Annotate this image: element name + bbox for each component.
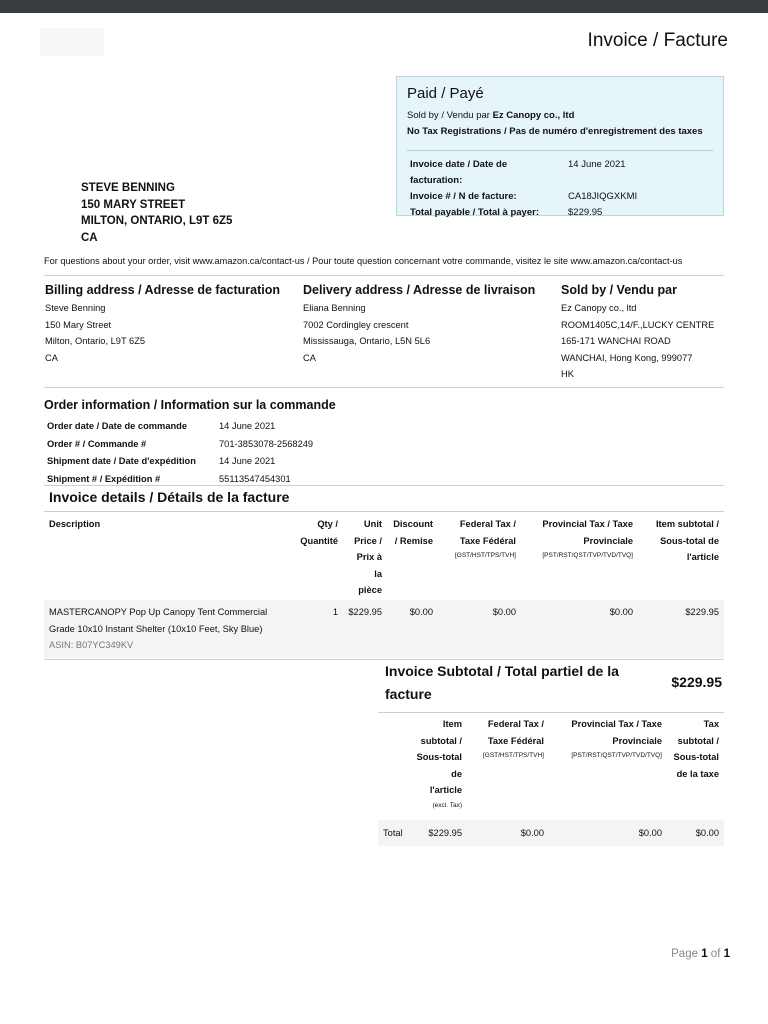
- header-line: Federal Tax /: [487, 719, 544, 729]
- invoice-subtotal-value: $229.95: [671, 674, 722, 690]
- top-bar: [0, 0, 768, 13]
- total-label: Total: [383, 828, 403, 838]
- order-info-label: Shipment # / Expédition #: [47, 473, 161, 484]
- invoice-date-row: [407, 157, 641, 189]
- col-header-federal-tax: [436, 516, 516, 563]
- billing-line: 150 Mary Street: [45, 319, 112, 330]
- page-number: 1: [701, 948, 708, 960]
- total-payable-label: Total payable / Total à payer:: [410, 207, 539, 218]
- total-tax-subtotal: $0.00: [695, 828, 719, 838]
- order-info-value: 14 June 2021: [219, 456, 276, 466]
- header-line: Provincial Tax / Taxe: [571, 719, 662, 729]
- col-header-qty: [280, 516, 338, 549]
- header-line: Item subtotal /: [655, 519, 719, 529]
- header-note: (excl. Tax): [432, 801, 462, 809]
- ship-to-line: STEVE BENNING: [81, 182, 175, 194]
- header-line: la: [374, 568, 382, 579]
- delivery-address-title: Delivery address / Adresse de livraison: [303, 283, 536, 297]
- item-provincial-tax: $0.00: [609, 607, 633, 617]
- total-provincial-tax: $0.00: [638, 828, 662, 838]
- invoice-subtotal-title: Invoice Subtotal / Total partiel de la facture: [385, 663, 619, 702]
- ship-to-line: MILTON, ONTARIO, L9T 6Z5: [81, 215, 233, 227]
- header-line: Provinciale: [612, 735, 662, 746]
- ship-to-line: CA: [81, 231, 98, 244]
- invoice-number-label: Invoice # / N de facture:: [410, 191, 517, 202]
- total-federal-tax: $0.00: [520, 828, 544, 838]
- item-description-line: MASTERCANOPY Pop Up Canopy Tent Commercial: [49, 607, 268, 617]
- document-title: Invoice / Facture: [587, 30, 728, 51]
- header-line: Sous-total: [673, 752, 719, 762]
- order-info-label: Order # / Commande #: [47, 438, 147, 449]
- delivery-line: Mississauga, Ontario, L5N 5L6: [303, 336, 431, 346]
- billing-address-title: Billing address / Adresse de facturation: [45, 283, 281, 297]
- divider: [44, 511, 724, 512]
- total-payable-value: $229.95: [568, 207, 603, 218]
- col-header-provincial-tax: [518, 516, 633, 563]
- header-line: Taxe Fédéral: [487, 735, 544, 746]
- header-line: Discount: [393, 519, 433, 529]
- item-asin: ASIN: B07YC349KV: [49, 640, 134, 650]
- header-note: [PST/RST/QST/TVP/TVD/TVQ]: [542, 552, 633, 559]
- delivery-line: 7002 Cordingley crescent: [303, 319, 409, 330]
- ship-to-address: [81, 180, 232, 246]
- delivery-address: [303, 282, 535, 366]
- sold-by-line: WANCHAI, Hong Kong, 999077: [561, 352, 693, 363]
- header-note: [GST/HST/TPS/TVH]: [454, 552, 516, 559]
- billing-line: Milton, Ontario, L9T 6Z5: [45, 336, 146, 346]
- sold-by-line: 165-171 WANCHAI ROAD: [561, 336, 671, 346]
- header-line: de: [451, 768, 462, 779]
- header-line: Prix à: [356, 552, 382, 562]
- col-header-discount: [385, 516, 433, 549]
- divider: [44, 485, 724, 486]
- col-header-federal-tax: [466, 716, 544, 763]
- header-line: Sous-total: [416, 752, 462, 762]
- invoice-meta-table: [407, 157, 641, 221]
- header-line: Provinciale: [583, 535, 633, 546]
- delivery-line: CA: [303, 352, 316, 363]
- header-line: l'article: [686, 552, 719, 562]
- header-line: / Remise: [394, 535, 433, 546]
- sold-by-line: [407, 108, 713, 124]
- payment-summary-box: [396, 76, 724, 216]
- order-info-row: [46, 437, 314, 453]
- divider: [44, 275, 724, 276]
- tax-registration: No Tax Registrations / Pas de numéro d'enregistrement des taxes: [407, 126, 703, 137]
- header-line: de la taxe: [676, 768, 719, 779]
- col-header-provincial-tax: [548, 716, 662, 763]
- order-info-label: Order date / Date de commande: [47, 421, 188, 431]
- order-info-value: 14 June 2021: [219, 421, 276, 431]
- header-line: Taxe Fédéral: [459, 535, 516, 546]
- sold-by-line: Ez Canopy co., ltd: [561, 303, 637, 313]
- header-line: Unit: [363, 519, 382, 529]
- sold-by-title: Sold by / Vendu par: [561, 283, 677, 297]
- ship-to-line: 150 MARY STREET: [81, 198, 186, 211]
- invoice-details-title: Invoice details / Détails de la facture: [49, 489, 290, 505]
- order-info-value: 55113547454301: [219, 473, 291, 484]
- invoice-number-row: [407, 189, 641, 205]
- invoice-number-value: CA18JIQGXKMI: [568, 191, 638, 202]
- sold-by-prefix: Sold by / Vendu par: [407, 110, 490, 121]
- col-header-description: Description: [49, 519, 101, 529]
- seller-name: Ez Canopy co., ltd: [492, 110, 575, 121]
- item-federal-tax: $0.00: [492, 607, 516, 617]
- item-subtotal: $229.95: [685, 607, 719, 617]
- page-of-label: of: [710, 948, 721, 960]
- header-line: Tax: [703, 719, 719, 729]
- col-header-tax-subtotal: [664, 716, 719, 782]
- logo-placeholder: [40, 28, 104, 56]
- total-payable-row: [407, 205, 641, 221]
- payment-status: Paid / Payé: [407, 85, 484, 102]
- header-line: Provincial Tax / Taxe: [542, 519, 633, 529]
- header-line: pièce: [358, 585, 382, 595]
- item-discount: $0.00: [409, 607, 433, 617]
- page-label: Page: [671, 948, 698, 960]
- page-count: 1: [723, 948, 730, 960]
- header-line: Quantité: [300, 535, 338, 546]
- item-description: [49, 604, 289, 654]
- col-header-item-subtotal: [408, 716, 462, 813]
- order-info-title: Order information / Information sur la commande: [44, 398, 336, 412]
- header-line: l'article: [429, 785, 462, 795]
- billing-address: [45, 282, 280, 366]
- order-info-value: 701-3853078-2568249: [219, 438, 314, 449]
- header-line: Item: [442, 719, 462, 729]
- header-line: subtotal /: [677, 735, 719, 746]
- order-info-row: [46, 454, 314, 470]
- invoice-date-label: Invoice date / Date de facturation:: [410, 159, 508, 186]
- item-qty: 1: [332, 607, 338, 617]
- sold-by-line: ROOM1405C,14/F.,LUCKY CENTRE: [561, 319, 715, 330]
- item-description-line: Grade 10x10 Instant Shelter (10x10 Feet, Sky Blue): [49, 623, 263, 634]
- header-note: [PST/RST/QST/TVP/TVD/TVQ]: [571, 752, 662, 759]
- delivery-line: Eliana Benning: [303, 303, 366, 313]
- col-header-unit-price: [340, 516, 382, 599]
- divider: [378, 712, 724, 713]
- divider: [407, 150, 713, 151]
- item-unit-price: $229.95: [348, 607, 382, 617]
- divider: [44, 387, 724, 388]
- header-line: subtotal /: [420, 735, 462, 746]
- col-header-item-subtotal: [640, 516, 719, 566]
- invoice-date-value: 14 June 2021: [568, 159, 626, 170]
- page-indicator: [671, 948, 730, 960]
- sold-by-address: [561, 282, 714, 383]
- order-info-row: [46, 419, 314, 435]
- header-note: [GST/HST/TPS/TVH]: [482, 752, 544, 759]
- header-line: Price /: [354, 535, 382, 546]
- total-item-subtotal: $229.95: [428, 828, 462, 838]
- header-line: Sous-total de: [660, 535, 719, 546]
- order-info-table: [44, 417, 316, 489]
- header-line: Qty /: [317, 519, 338, 529]
- billing-line: Steve Benning: [45, 303, 106, 313]
- billing-line: CA: [45, 352, 58, 363]
- sold-by-line: HK: [561, 369, 574, 379]
- order-info-label: Shipment date / Date d'expédition: [47, 456, 196, 466]
- header-line: Federal Tax /: [459, 519, 516, 529]
- contact-notice: For questions about your order, visit www.amazon.ca/contact-us / Pour toute question concernant votre commande, visitez le site www.amazon.ca/contact-us: [44, 256, 683, 266]
